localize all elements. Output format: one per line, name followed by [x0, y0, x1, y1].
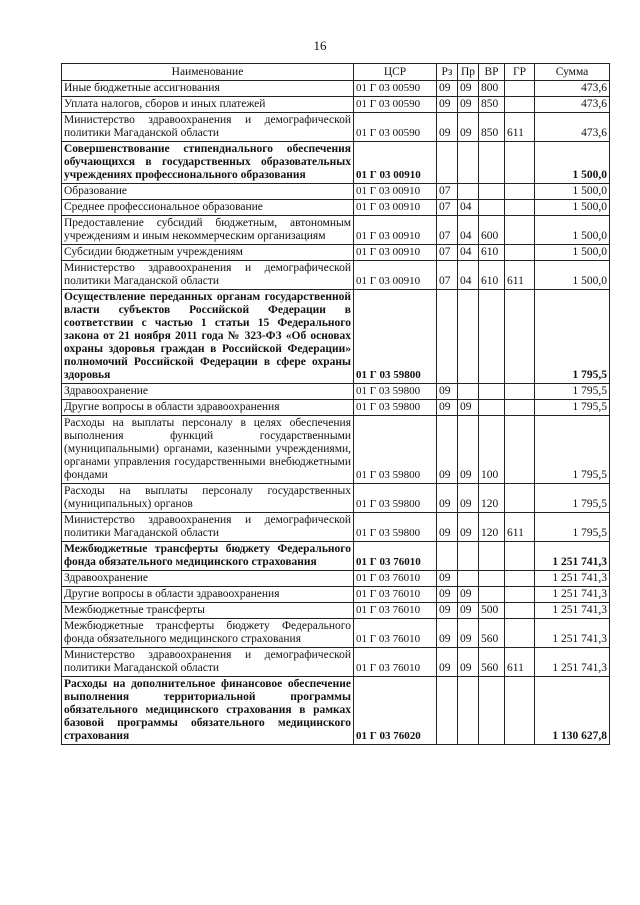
cell-pr — [458, 290, 479, 384]
cell-csr: 01 Г 03 76010 — [354, 542, 437, 571]
cell-pr — [458, 571, 479, 587]
cell-csr: 01 Г 03 76010 — [354, 587, 437, 603]
cell-pr: 09 — [458, 603, 479, 619]
cell-gr — [505, 384, 535, 400]
cell-csr: 01 Г 03 76020 — [354, 677, 437, 745]
cell-csr: 01 Г 03 00910 — [354, 142, 437, 184]
cell-gr: 611 — [505, 513, 535, 542]
cell-pr: 09 — [458, 416, 479, 484]
cell-name: Министерство здравоохранения и демографической политики Магаданской области — [62, 648, 354, 677]
cell-sum: 473,6 — [535, 97, 610, 113]
cell-vr: 120 — [479, 513, 505, 542]
cell-csr: 01 Г 03 00910 — [354, 200, 437, 216]
cell-csr: 01 Г 03 59800 — [354, 400, 437, 416]
cell-sum: 473,6 — [535, 113, 610, 142]
cell-csr: 01 Г 03 76010 — [354, 619, 437, 648]
table-row — [62, 571, 610, 587]
cell-pr: 09 — [458, 484, 479, 513]
cell-rz: 09 — [437, 513, 458, 542]
cell-gr — [505, 81, 535, 97]
cell-gr — [505, 484, 535, 513]
cell-vr: 850 — [479, 113, 505, 142]
cell-sum: 1 795,5 — [535, 290, 610, 384]
cell-name: Образование — [62, 184, 354, 200]
table-row — [62, 416, 610, 484]
table-row — [62, 142, 610, 184]
cell-csr: 01 Г 03 00910 — [354, 216, 437, 245]
cell-name: Иные бюджетные ассигнования — [62, 81, 354, 97]
cell-rz: 09 — [437, 571, 458, 587]
cell-name: Среднее профессиональное образование — [62, 200, 354, 216]
cell-pr — [458, 142, 479, 184]
cell-gr: 611 — [505, 648, 535, 677]
cell-csr: 01 Г 03 59800 — [354, 484, 437, 513]
cell-rz — [437, 142, 458, 184]
cell-sum: 1 795,5 — [535, 484, 610, 513]
cell-rz: 09 — [437, 97, 458, 113]
cell-gr — [505, 416, 535, 484]
cell-name: Межбюджетные трансферты — [62, 603, 354, 619]
cell-vr — [479, 200, 505, 216]
cell-vr: 560 — [479, 619, 505, 648]
cell-gr — [505, 142, 535, 184]
cell-rz: 07 — [437, 184, 458, 200]
cell-rz: 09 — [437, 603, 458, 619]
cell-rz: 07 — [437, 245, 458, 261]
cell-gr — [505, 619, 535, 648]
header-gr: ГР — [505, 64, 535, 81]
cell-rz: 09 — [437, 400, 458, 416]
cell-pr: 04 — [458, 200, 479, 216]
budget-table — [61, 63, 610, 745]
cell-gr — [505, 542, 535, 571]
cell-sum: 1 500,0 — [535, 200, 610, 216]
cell-vr: 120 — [479, 484, 505, 513]
table-row — [62, 513, 610, 542]
cell-sum: 1 251 741,3 — [535, 571, 610, 587]
cell-name: Другие вопросы в области здравоохранения — [62, 400, 354, 416]
cell-rz: 09 — [437, 648, 458, 677]
cell-sum: 1 500,0 — [535, 216, 610, 245]
cell-gr — [505, 677, 535, 745]
table-row — [62, 648, 610, 677]
cell-sum: 1 251 741,3 — [535, 603, 610, 619]
cell-vr — [479, 290, 505, 384]
cell-rz: 09 — [437, 81, 458, 97]
cell-csr: 01 Г 03 00590 — [354, 81, 437, 97]
table-row — [62, 81, 610, 97]
cell-name: Межбюджетные трансферты бюджету Федерального фонда обязательного медицинского страхования — [62, 542, 354, 571]
table-row — [62, 542, 610, 571]
cell-csr: 01 Г 03 00590 — [354, 113, 437, 142]
table-row — [62, 484, 610, 513]
cell-gr — [505, 400, 535, 416]
cell-gr — [505, 290, 535, 384]
header-vr: ВР — [479, 64, 505, 81]
cell-sum: 1 500,0 — [535, 142, 610, 184]
table-row — [62, 245, 610, 261]
cell-pr: 04 — [458, 261, 479, 290]
table-row — [62, 113, 610, 142]
cell-rz: 09 — [437, 384, 458, 400]
cell-sum: 473,6 — [535, 81, 610, 97]
cell-csr: 01 Г 03 00910 — [354, 184, 437, 200]
table-row — [62, 400, 610, 416]
cell-name: Министерство здравоохранения и демографической политики Магаданской области — [62, 113, 354, 142]
table-row — [62, 619, 610, 648]
cell-sum: 1 795,5 — [535, 400, 610, 416]
cell-pr: 09 — [458, 648, 479, 677]
cell-csr: 01 Г 03 59800 — [354, 290, 437, 384]
cell-vr: 800 — [479, 81, 505, 97]
cell-gr — [505, 200, 535, 216]
cell-rz — [437, 290, 458, 384]
cell-csr: 01 Г 03 00910 — [354, 261, 437, 290]
cell-vr — [479, 677, 505, 745]
cell-sum: 1 130 627,8 — [535, 677, 610, 745]
cell-rz: 07 — [437, 261, 458, 290]
header-sum: Сумма — [535, 64, 610, 81]
cell-gr — [505, 245, 535, 261]
cell-sum: 1 795,5 — [535, 416, 610, 484]
cell-csr: 01 Г 03 76010 — [354, 571, 437, 587]
table-row — [62, 603, 610, 619]
table-row — [62, 290, 610, 384]
cell-pr: 09 — [458, 113, 479, 142]
cell-sum: 1 500,0 — [535, 245, 610, 261]
cell-pr: 09 — [458, 513, 479, 542]
cell-gr: 611 — [505, 261, 535, 290]
header-pr: Пр — [458, 64, 479, 81]
cell-pr: 09 — [458, 81, 479, 97]
cell-sum: 1 251 741,3 — [535, 542, 610, 571]
cell-vr: 560 — [479, 648, 505, 677]
table-row — [62, 587, 610, 603]
header-csr: ЦСР — [354, 64, 437, 81]
table-row — [62, 184, 610, 200]
cell-csr: 01 Г 03 59800 — [354, 384, 437, 400]
cell-pr: 09 — [458, 97, 479, 113]
cell-vr — [479, 587, 505, 603]
cell-csr: 01 Г 03 00590 — [354, 97, 437, 113]
cell-vr: 850 — [479, 97, 505, 113]
cell-vr — [479, 571, 505, 587]
cell-name: Субсидии бюджетным учреждениям — [62, 245, 354, 261]
cell-name: Другие вопросы в области здравоохранения — [62, 587, 354, 603]
cell-name: Предоставление субсидий бюджетным, автономным учреждениям и иным некоммерческим организациям — [62, 216, 354, 245]
page-number: 16 — [313, 38, 327, 53]
cell-pr: 04 — [458, 245, 479, 261]
cell-sum: 1 251 741,3 — [535, 648, 610, 677]
cell-name: Межбюджетные трансферты бюджету Федерального фонда обязательного медицинского страхования — [62, 619, 354, 648]
cell-gr — [505, 571, 535, 587]
cell-sum: 1 795,5 — [535, 513, 610, 542]
cell-sum: 1 500,0 — [535, 184, 610, 200]
cell-rz: 09 — [437, 587, 458, 603]
cell-name: Министерство здравоохранения и демографической политики Магаданской области — [62, 261, 354, 290]
cell-name: Уплата налогов, сборов и иных платежей — [62, 97, 354, 113]
header-rz: Рз — [437, 64, 458, 81]
header-name: Наименование — [62, 64, 354, 81]
cell-name: Министерство здравоохранения и демографической политики Магаданской области — [62, 513, 354, 542]
cell-vr: 500 — [479, 603, 505, 619]
cell-sum: 1 795,5 — [535, 384, 610, 400]
cell-csr: 01 Г 03 59800 — [354, 513, 437, 542]
cell-rz: 09 — [437, 619, 458, 648]
cell-vr: 100 — [479, 416, 505, 484]
table-header-row — [62, 64, 610, 81]
cell-rz: 09 — [437, 484, 458, 513]
cell-vr — [479, 400, 505, 416]
cell-gr — [505, 603, 535, 619]
cell-vr: 610 — [479, 261, 505, 290]
cell-name: Расходы на дополнительное финансовое обеспечение выполнения территориальной программы обязательного медицинского страхования в рамках базовой программы обязательного медицинского страхования — [62, 677, 354, 745]
cell-rz: 07 — [437, 216, 458, 245]
cell-gr — [505, 216, 535, 245]
cell-gr: 611 — [505, 113, 535, 142]
cell-name: Расходы на выплаты персоналу в целях обеспечения выполнения функций государственными (муниципальными) органами, казенными учреждениями, органами управления государственными внебюджетными фондами — [62, 416, 354, 484]
cell-pr: 09 — [458, 619, 479, 648]
cell-pr — [458, 677, 479, 745]
cell-vr: 610 — [479, 245, 505, 261]
cell-rz: 09 — [437, 416, 458, 484]
cell-csr: 01 Г 03 76010 — [354, 603, 437, 619]
cell-vr — [479, 184, 505, 200]
cell-name: Здравоохранение — [62, 571, 354, 587]
cell-name: Здравоохранение — [62, 384, 354, 400]
cell-csr: 01 Г 03 76010 — [354, 648, 437, 677]
cell-pr — [458, 184, 479, 200]
cell-rz — [437, 677, 458, 745]
cell-vr — [479, 142, 505, 184]
cell-gr — [505, 97, 535, 113]
table-row — [62, 677, 610, 745]
cell-rz: 07 — [437, 200, 458, 216]
table-row — [62, 384, 610, 400]
cell-sum: 1 251 741,3 — [535, 587, 610, 603]
cell-name: Расходы на выплаты персоналу государственных (муниципальных) органов — [62, 484, 354, 513]
cell-pr — [458, 384, 479, 400]
cell-gr — [505, 184, 535, 200]
table-row — [62, 97, 610, 113]
cell-sum: 1 500,0 — [535, 261, 610, 290]
cell-gr — [505, 587, 535, 603]
cell-vr — [479, 384, 505, 400]
cell-csr: 01 Г 03 59800 — [354, 416, 437, 484]
cell-csr: 01 Г 03 00910 — [354, 245, 437, 261]
cell-pr: 04 — [458, 216, 479, 245]
cell-vr: 600 — [479, 216, 505, 245]
cell-rz: 09 — [437, 113, 458, 142]
table-body — [62, 81, 610, 745]
cell-sum: 1 251 741,3 — [535, 619, 610, 648]
table-row — [62, 261, 610, 290]
cell-pr: 09 — [458, 587, 479, 603]
cell-pr: 09 — [458, 400, 479, 416]
cell-rz — [437, 542, 458, 571]
cell-name: Осуществление переданных органам государственной власти субъектов Российской Федерации в соответствии с частью 1 статьи 15 Федерального закона от 21 ноября 2011 года № 323-ФЗ «Об основах охраны здоровья граждан в Российской Федерации» полномочий Российской Федерации в сфере охраны здоровья — [62, 290, 354, 384]
table-row — [62, 216, 610, 245]
cell-pr — [458, 542, 479, 571]
cell-vr — [479, 542, 505, 571]
cell-name: Совершенствование стипендиального обеспечения обучающихся в государственных образовательных учреждениях профессионального образования — [62, 142, 354, 184]
table-row — [62, 200, 610, 216]
